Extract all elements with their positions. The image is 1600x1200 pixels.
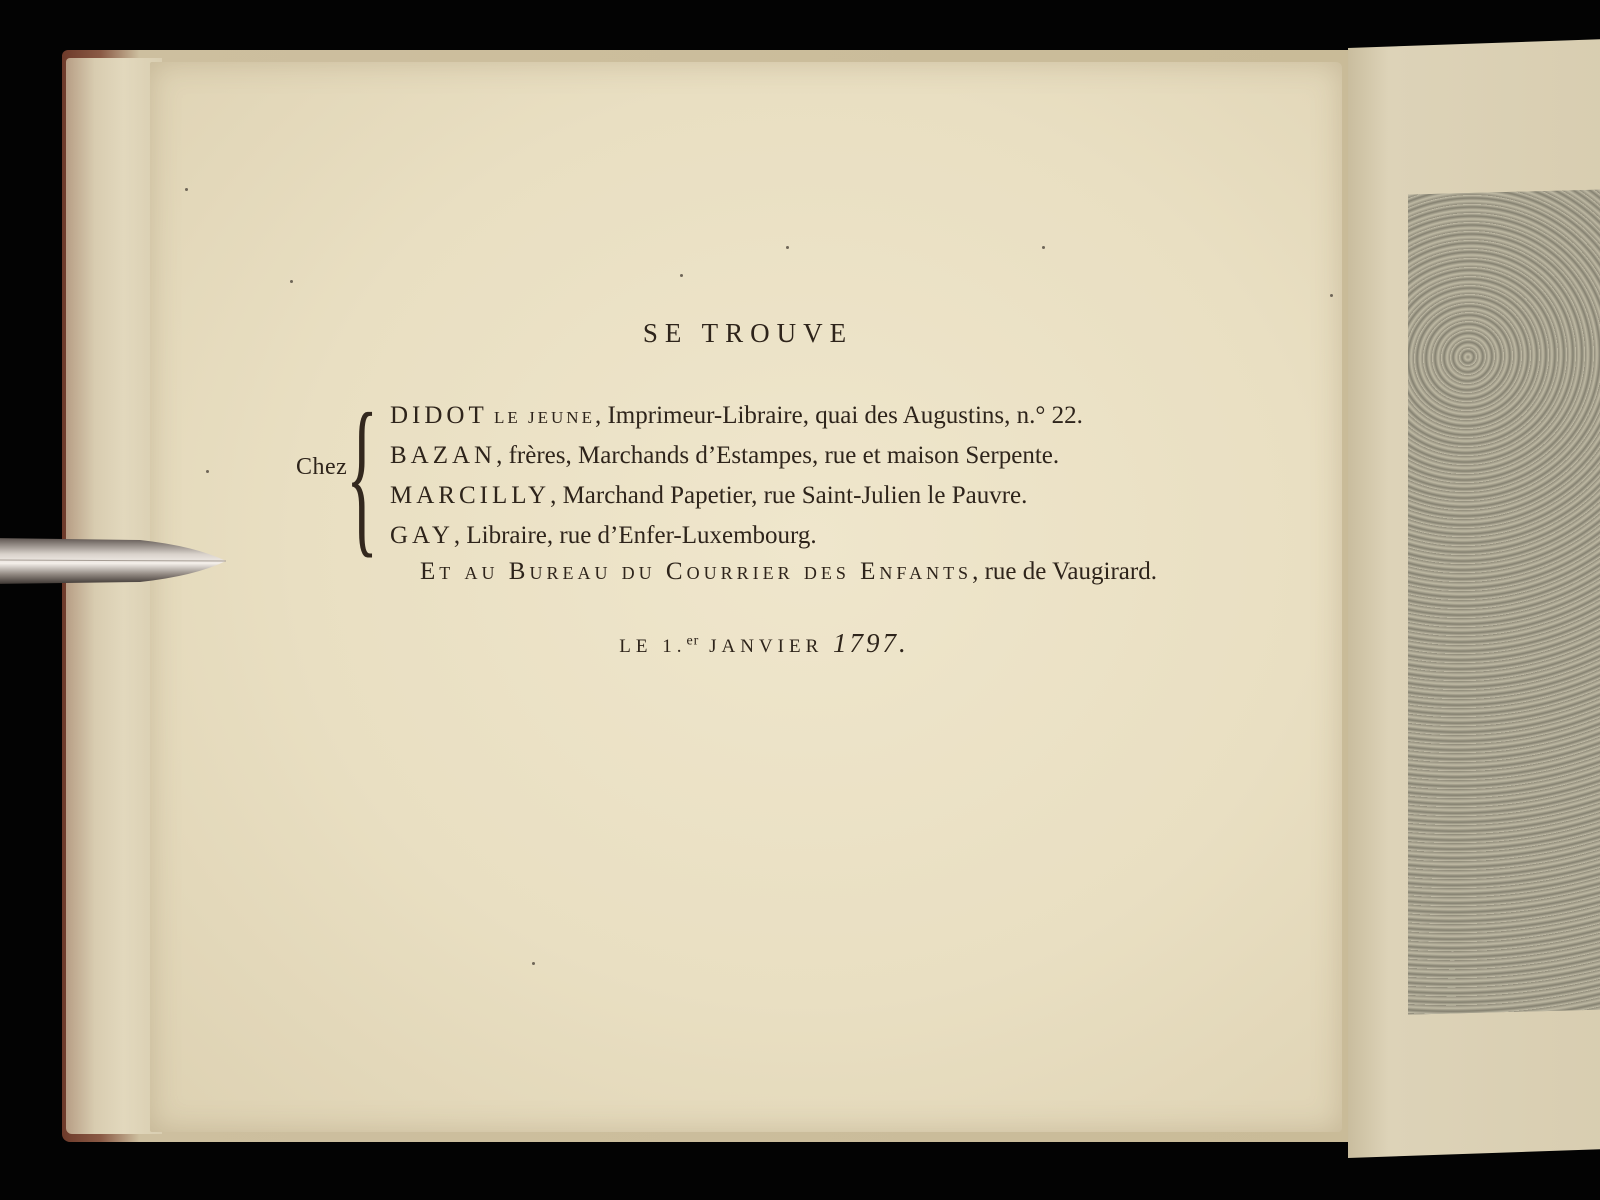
imprint-date: [150, 628, 1360, 659]
chez-label: Chez: [296, 454, 348, 480]
curly-brace: {: [346, 378, 379, 573]
seller-details: , Imprimeur-Libraire, quai des Augustins, n.° 22.: [594, 402, 1083, 429]
date-year: 1797.: [833, 628, 909, 658]
paper-speck: [680, 274, 683, 277]
seller-name: DIDOT: [390, 402, 488, 429]
date-month: JANVIER: [699, 636, 834, 657]
paper-speck: [206, 470, 209, 473]
paper-speck: [290, 280, 293, 283]
bureau-lead: Et au Bureau du Courrier des Enfants: [420, 558, 973, 585]
seller-list: [390, 396, 1330, 556]
seller-qualifier: LE JEUNE: [494, 408, 595, 427]
seller-details: , frères, Marchands d’Estampes, rue et maison Serpente.: [496, 442, 1060, 469]
seller-details: , Libraire, rue d’Enfer-Luxembourg.: [453, 522, 817, 549]
seller-name: GAY: [390, 522, 454, 549]
seller-line-marcilly: [390, 476, 1330, 516]
bureau-rest: , rue de Vaugirard.: [972, 558, 1157, 585]
book-cover-edge: [66, 58, 162, 1134]
paper-speck: [786, 246, 789, 249]
bureau-line: [420, 552, 1157, 592]
paper-knife-pointer: [0, 532, 228, 590]
seller-line-didot: [390, 396, 1330, 436]
seller-line-gay: [390, 516, 1330, 556]
title-page: [150, 62, 1342, 1132]
seller-line-bazan: [390, 436, 1330, 476]
paper-speck: [1042, 246, 1045, 249]
paper-speck: [185, 188, 188, 191]
seller-details: , Marchand Papetier, rue Saint-Julien le Pauvre.: [550, 482, 1028, 509]
seller-name: BAZAN: [390, 442, 497, 469]
date-prefix: LE 1.: [619, 636, 687, 657]
date-superscript: er: [686, 633, 700, 649]
title-page-text: [150, 62, 1342, 1132]
paper-speck: [1330, 294, 1333, 297]
seller-name: MARCILLY: [390, 482, 551, 509]
heading-se-trouve: SE TROUVE: [642, 318, 854, 348]
facing-engraving-plate: [1408, 189, 1600, 1014]
paper-speck: [532, 962, 535, 965]
